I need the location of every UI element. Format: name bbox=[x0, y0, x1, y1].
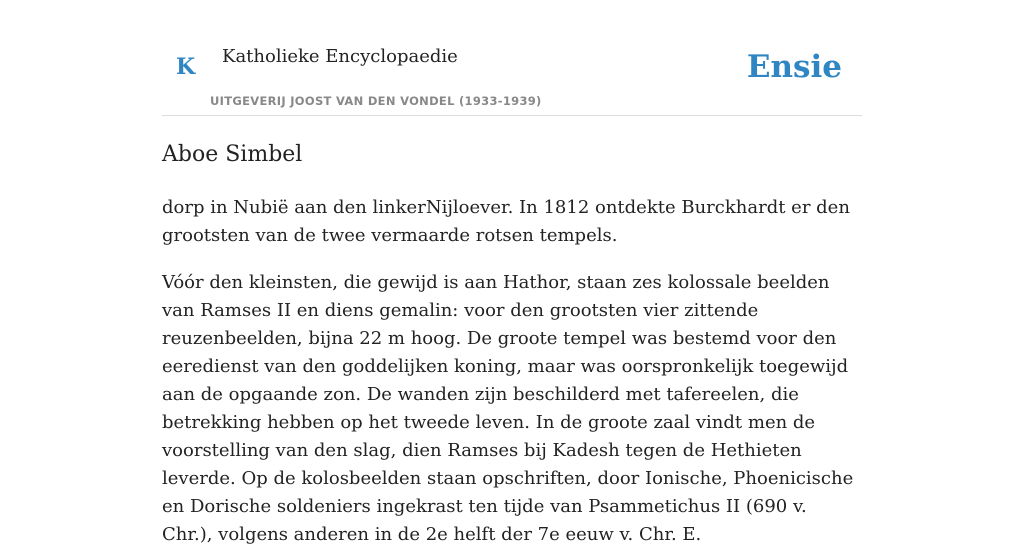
source-header bbox=[162, 0, 862, 116]
article-paragraph: dorp in Nubië aan den linkerNijloever. In 1812 ontdekte Burckhardt er den grootsten van de twee vermaarde rotsen tempels. bbox=[162, 197, 850, 246]
encyclopedia-logo-icon[interactable]: K bbox=[176, 54, 196, 80]
article-paragraph: Vóór den kleinsten, die gewijd is aan Hathor, staan zes kolossale beelden van Ramses II en diens gemalin: voor den grootsten vier zittende reuzenbeelden, bijna 22 m hoog. De groote tempel was bestemd voor den eeredienst van den goddelijken koning, maar was oorspronkelijk toegewijd aan de opgaande zon. De wanden zijn beschilderd met tafereelen, die betrekking hebben op het tweede leven. In de groote zaal vindt men de voorstelling van den slag, dien Ramses bij Kadesh tegen de Hethieten leverde. Op de kolosbeelden staan opschriften, door Ionische, Phoenicische en Dorische soldeniers ingekrast ten tijde van Psammetichus II (690 v. Chr.), volgens anderen in de 2e helft der 7e eeuw v. Chr. E. bbox=[162, 272, 854, 545]
page-container bbox=[162, 0, 862, 549]
article-title: Aboe Simbel bbox=[162, 142, 303, 167]
publisher-label: UITGEVERIJ JOOST VAN DEN VONDEL (1933-1939) bbox=[210, 94, 542, 108]
ensie-logo-link[interactable]: Ensie bbox=[746, 49, 842, 85]
article-body bbox=[162, 194, 862, 549]
source-title-link[interactable]: Katholieke Encyclopaedie bbox=[222, 46, 458, 67]
